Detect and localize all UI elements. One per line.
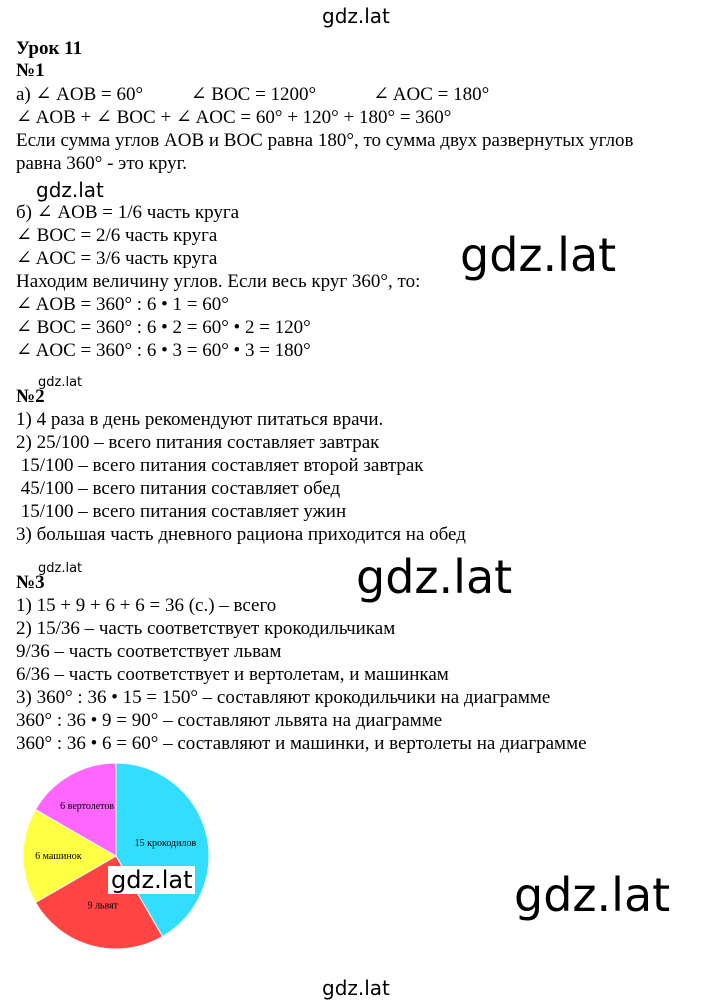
task2-header: №2	[16, 386, 45, 407]
watermark-chart: gdz.lat	[108, 866, 195, 894]
task1-b-line: Находим величину углов. Если весь круг 360°, то:	[16, 271, 421, 292]
task3-line: 360° : 36 • 6 = 60° – составляют и машинки, и вертолеты на диаграмме	[16, 733, 587, 754]
pie-slice-label: 9 львят	[87, 900, 119, 912]
pie-slice-label: 6 вертолетов	[60, 801, 115, 813]
watermark-tiny: gdz.lat	[38, 375, 83, 390]
task2-line: 2) 25/100 – всего питания составляет завтрак	[16, 432, 380, 453]
task3-line: 6/36 – часть соответствует и вертолетам, и машинкам	[16, 664, 449, 685]
task2-line: 15/100 – всего питания составляет ужин	[16, 501, 347, 522]
task3-header: №3	[16, 572, 45, 593]
pie-slice-label: 6 машинок	[35, 851, 82, 862]
task1-a-line: Если сумма углов AOB и BOC равна 180°, то сумма двух развернутых углов	[16, 130, 634, 151]
task1-b-line: ∠ BOC = 2/6 часть круга	[16, 225, 218, 246]
task1-header: №1	[16, 60, 45, 81]
task1-a-line: равна 360° - это круг.	[16, 153, 188, 174]
pie-slice-label: 15 крокодилов	[134, 837, 197, 849]
pie-chart	[18, 760, 214, 956]
task2-line: 45/100 – всего питания составляет обед	[16, 478, 341, 499]
watermark-large: gdz.lat	[514, 868, 671, 922]
watermark-large: gdz.lat	[356, 550, 513, 604]
task1-b-line: ∠ AOB = 360° : 6 • 1 = 60°	[16, 294, 229, 315]
task2-line: 1) 4 раза в день рекомендуют питаться врачи.	[16, 409, 384, 430]
watermark-bottom: gdz.lat	[322, 976, 390, 1000]
task3-line: 3) 360° : 36 • 15 = 150° – составляют крокодильчики на диаграмме	[16, 687, 551, 708]
lesson-title: Урок 11	[16, 38, 83, 59]
task1-b-line: ∠ AOC = 360° : 6 • 3 = 60° • 3 = 180°	[16, 340, 311, 361]
task1-b-line: ∠ AOC = 3/6 часть круга	[16, 248, 218, 269]
task1-a-line: а) ∠ AOB = 60° ∠ BOC = 1200° ∠ AOC = 180°	[16, 84, 490, 105]
watermark-top: gdz.lat	[322, 4, 390, 28]
task3-line: 2) 15/36 – часть соответствует крокодильчикам	[16, 618, 396, 639]
task3-line: 9/36 – часть соответствует львам	[16, 641, 282, 662]
task1-b-line: б) ∠ AOB = 1/6 часть круга	[16, 202, 240, 223]
watermark-large: gdz.lat	[460, 228, 617, 282]
watermark-small: gdz.lat	[36, 178, 104, 202]
task1-a-line: ∠ AOB + ∠ BOC + ∠ AOC = 60° + 120° + 180° = 360°	[16, 107, 452, 128]
task3-line: 360° : 36 • 9 = 90° – составляют львята на диаграмме	[16, 710, 443, 731]
watermark-tiny: gdz.lat	[38, 561, 83, 576]
task1-b-line: ∠ BOC = 360° : 6 • 2 = 60° • 2 = 120°	[16, 317, 311, 338]
task2-line: 3) большая часть дневного рациона приходится на обед	[16, 524, 466, 545]
task2-line: 15/100 – всего питания составляет второй завтрак	[16, 455, 424, 476]
task3-line: 1) 15 + 9 + 6 + 6 = 36 (с.) – всего	[16, 595, 277, 616]
